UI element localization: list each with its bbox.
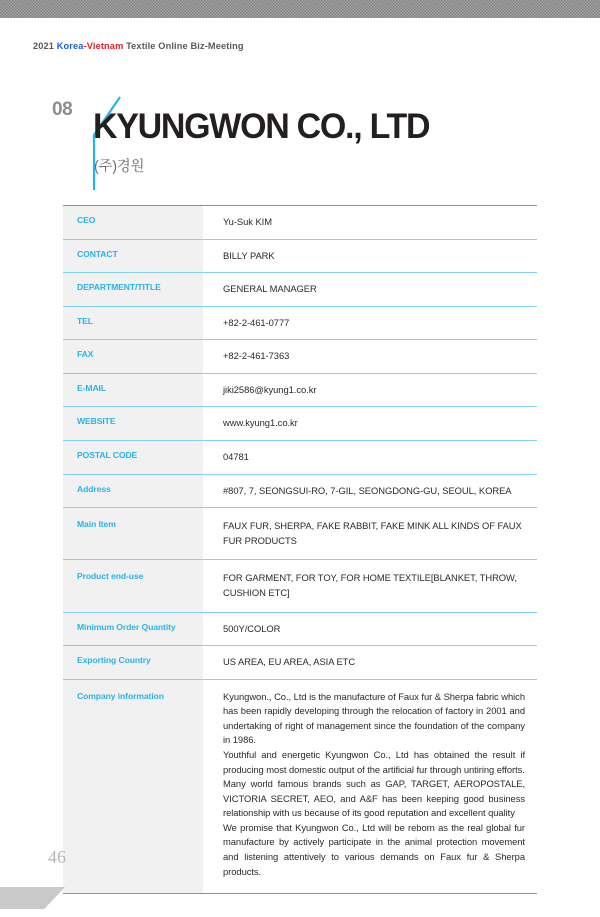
header-suffix: Textile Online Biz-Meeting [123, 41, 244, 51]
table-row [63, 679, 537, 894]
company-info-paragraph: Youthful and energetic Kyungwon Co., Ltd has obtained the result if producing most domestic output of the artificial fur through untiring efforts. [223, 748, 525, 775]
table-row [63, 373, 537, 407]
table-row [63, 612, 537, 646]
row-label-postal-code: POSTAL CODE [63, 441, 203, 475]
row-value-exporting-country: US AREA, EU AREA, ASIA ETC [223, 656, 356, 668]
row-label-tel: TEL [63, 306, 203, 340]
title-block [52, 95, 532, 190]
company-info-paragraph: Many world famous brands such as GAP, TARGET, AEROPOSTALE, VICTORIA SECRET, AEO, and A&F has been keeping good business relationship with us because of its good reputation and excellent quality [223, 778, 525, 819]
page-title: KYUNGWON CO., LTD [93, 107, 430, 146]
row-value-ceo: Yu-Suk KIM [223, 216, 272, 227]
row-label-contact: CONTACT [63, 239, 203, 273]
entry-index-number: 08 [52, 99, 73, 120]
page-number: 46 [48, 847, 66, 867]
row-value-company-information [203, 679, 537, 894]
row-label-ceo: CEO [63, 206, 203, 240]
table-row [63, 206, 537, 240]
table-row [63, 560, 537, 612]
row-label-main-item: Main Item [63, 508, 203, 560]
top-decorative-band [0, 0, 600, 18]
row-value-main-item: FAUX FUR, SHERPA, FAKE RABBIT, FAKE MINK ALL KINDS OF FAUX FUR PRODUCTS [223, 520, 522, 546]
row-label-email: E-MAIL [63, 373, 203, 407]
row-value-minimum-order-quantity: 500Y/COLOR [223, 622, 281, 634]
table-row [63, 407, 537, 441]
row-value-address: #807, 7, SEONGSUI-RO, 7-GIL, SEONGDONG-GU, SEOUL, KOREA [223, 484, 512, 496]
page-subtitle-korean: (주)경원 [94, 159, 145, 175]
table-row [63, 646, 537, 680]
table-row [63, 474, 537, 508]
table-row [63, 340, 537, 374]
row-label-fax: FAX [63, 340, 203, 374]
row-value-postal-code: 04781 [223, 451, 249, 463]
table-row [63, 441, 537, 475]
header-year: 2021 [33, 41, 55, 51]
row-label-minimum-order-quantity: Minimum Order Quantity [63, 612, 203, 646]
row-label-product-end-use: Product end-use [63, 560, 203, 612]
table-body [63, 206, 537, 894]
row-label-company-information: Company information [63, 679, 203, 894]
company-info-paragraph: We promise that Kyungwon Co., Ltd will be reborn as the real global fur manufacture by actively participate in the animal protection movement and listening attentively to various demands on Faux fur & Sherpa products. [223, 821, 525, 877]
row-label-exporting-country: Exporting Country [63, 646, 203, 680]
row-label-department-title: DEPARTMENT/TITLE [63, 273, 203, 307]
company-info-paragraph: Kyungwon., Co., Ltd is the manufacture of Faux fur & Sherpa fabric which has been rapidly developing through the relocation of factory in 2001 and undertaking of right of management since the foundation of the company in 1986. [223, 690, 525, 746]
row-label-website: WEBSITE [63, 407, 203, 441]
row-value-contact: BILLY PARK [223, 249, 275, 261]
table-row [63, 239, 537, 273]
header-vietnam: Vietnam [86, 41, 124, 51]
header-korea: Korea [56, 41, 84, 51]
table-row [63, 273, 537, 307]
header-dash: - [83, 41, 87, 51]
row-value-email[interactable]: jiki2586@kyung1.co.kr [223, 383, 317, 395]
company-info-table [63, 205, 537, 894]
row-value-department-title: GENERAL MANAGER [223, 283, 317, 295]
row-value-product-end-use: FOR GARMENT, FOR TOY, FOR HOME TEXTILE[BLANKET, THROW, CUSHION ETC] [223, 572, 517, 598]
bottom-decorative-shape [0, 887, 65, 909]
table-row [63, 306, 537, 340]
row-value-website[interactable]: www.kyung1.co.kr [223, 417, 298, 429]
row-value-fax: +82-2-461-7363 [223, 350, 290, 362]
row-label-address: Address [63, 474, 203, 508]
table-row [63, 508, 537, 560]
row-value-tel: +82-2-461-0777 [223, 316, 290, 328]
running-header [33, 41, 244, 51]
